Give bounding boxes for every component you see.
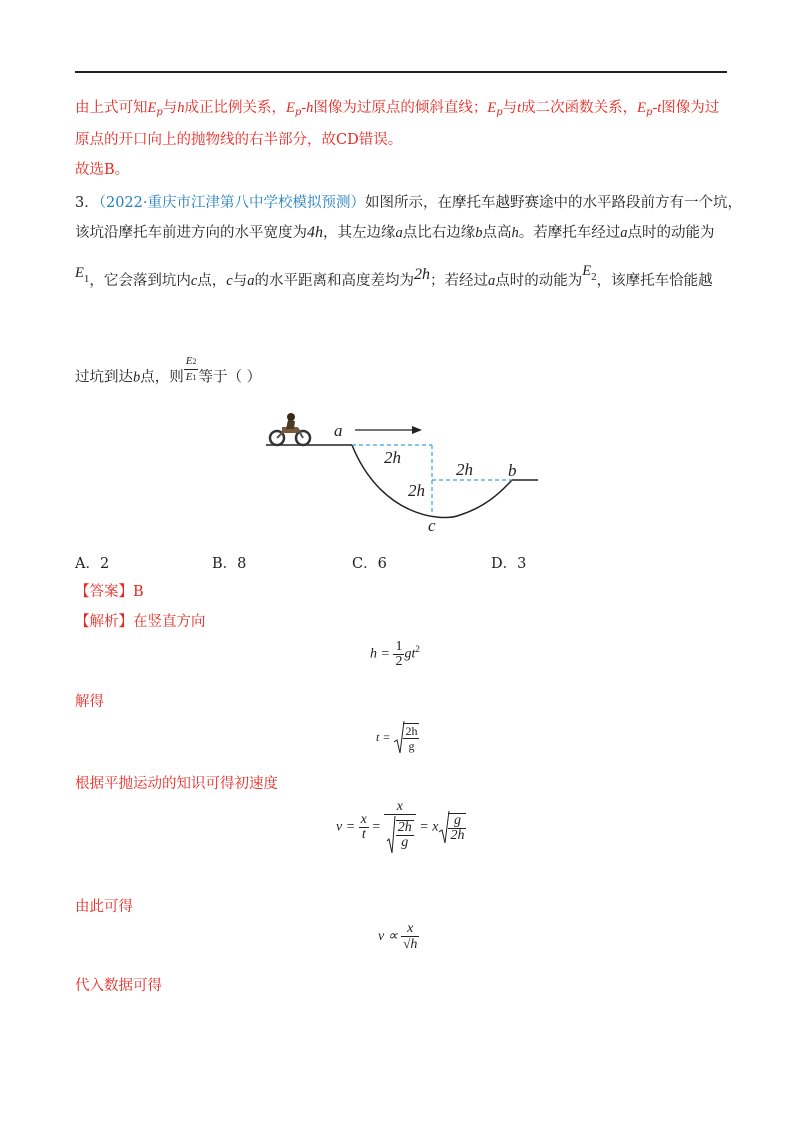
- question-line-1: 3．（2022·重庆市江津第八中学校模拟预测）如图所示，在摩托车越野赛途中的水平路段前方有一个坑，: [75, 195, 742, 211]
- question-line-2: 该坑沿摩托车前进方向的水平宽度为4h，其左边缘a点比右边缘b点高h。若摩托车经过a点时的动能为: [75, 224, 715, 241]
- analysis-line-4: 由此可得: [75, 899, 133, 915]
- equation-1: h = $\frac{1}{2}$ $gt^2$: [370, 639, 420, 669]
- pit-diagram: [260, 405, 550, 540]
- answer-line: 【答案】B: [75, 584, 144, 600]
- explanation-line-2: 原点的开口向上的抛物线的右半部分，故CD错误。: [75, 132, 403, 148]
- arrow-head: [412, 426, 422, 434]
- choice-b[interactable]: B．8: [212, 556, 247, 572]
- analysis-line-5: 代入数据可得: [75, 978, 162, 994]
- question-line-4: 过坑到达b点，则 $\frac{E2}{E1}$ 等于（ ）: [75, 355, 262, 386]
- explanation-line-1: 由上式可知$E_p$与h成正比例关系，$E_p-h$图像为过原点的倾斜直线；$E_p$与t成二次函数关系，$E_p-t$图像为过: [75, 100, 720, 118]
- equation-2: t = $\frac{2h}{g}$: [376, 720, 419, 756]
- choice-c[interactable]: C．6: [352, 556, 387, 572]
- question-source: （2022·重庆市江津第八中学校模拟预测）: [98, 195, 365, 211]
- choice-d[interactable]: D．3: [491, 556, 527, 572]
- conclusion-line: 故选B。: [75, 162, 130, 178]
- label-2h-right: 2h: [456, 460, 473, 479]
- analysis-line-2: 解得: [75, 694, 104, 710]
- equation-4: v ∝ $\frac{x}{√h}$: [378, 921, 418, 952]
- question-line-3: $E^1$，它会落到坑内c点，c与a的水平距离和高度差均为2h；若经过a点时的动能为$E^2$，该摩托车恰能越: [75, 263, 713, 289]
- analysis-line-3: 根据平抛运动的知识可得初速度: [75, 776, 278, 792]
- equation-3: v = $\frac{x}{t}$ = $\frac{x}{\frac{2h}{g}}$ = x $\frac{g}{2h}$: [336, 800, 466, 855]
- header-rule: [75, 71, 727, 73]
- label-2h-side: 2h: [408, 481, 425, 500]
- label-b: b: [508, 461, 517, 480]
- label-c: c: [428, 516, 436, 535]
- choice-a[interactable]: A．2: [75, 556, 110, 572]
- label-2h-top: 2h: [384, 448, 401, 467]
- analysis-line-1: 【解析】在竖直方向: [75, 614, 206, 630]
- motorcycle-icon: [270, 413, 310, 445]
- energy-ratio-fraction: $\frac{E2}{E1}$: [185, 355, 197, 383]
- label-a: a: [334, 421, 343, 440]
